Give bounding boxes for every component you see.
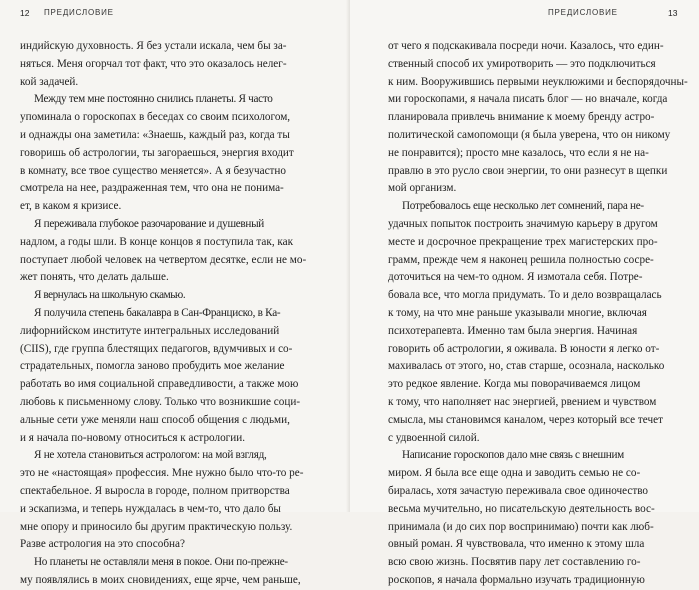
text-line: принимала (и до сих пор воспринимаю) почти как люб- <box>388 520 654 533</box>
text-line: грамм, прежде чем я наконец решила полностью сосре- <box>388 253 654 266</box>
right-page <box>350 0 699 586</box>
text-line: няться. Меня огорчал тот факт, что это оказалось нелег- <box>20 57 287 70</box>
text-line: и однажды она заметила: «Знаешь, каждый раз, когда ты <box>20 128 290 141</box>
text-line: надлом, а годы шли. В конце концов я поступила так, как <box>20 235 294 248</box>
text-line: бовала все, что могла придумать. То и дело возвращалась <box>388 289 662 302</box>
text-line: миром. Я была все еще одна и заводить семью не со- <box>388 467 641 480</box>
text-line: психотерапевта. Именно там была энергия. Начиная <box>388 324 638 337</box>
text-line: любовь к письменному слову. Только что возникшие соци- <box>20 395 301 408</box>
text-line: упоминала о гороскопах в беседах со своим психологом, <box>20 111 291 124</box>
text-line: к тому, что наполняет нас энергией, рвением и чувством <box>388 395 657 408</box>
page-number: 12 <box>20 8 30 18</box>
text-line: Я переживала глубокое разочарование и душевный <box>34 217 264 230</box>
text-line: смотрела на нее, раздраженная тем, что она не понима- <box>20 182 284 195</box>
text-line: и эскапизма, и теперь нуждалась в чем-то, что дало бы <box>20 502 281 515</box>
text-line: Но планеты не оставляли меня в покое. Они по-прежне- <box>34 556 288 569</box>
text-line: от чего я подскакивала посреди ночи. Казалось, что един- <box>388 40 664 52</box>
text-line: му появлялись в моих сновидениях, еще ярче, чем раньше, <box>20 573 301 586</box>
text-line: Я получила степень бакалавра в Сан-Франциско, в Ка- <box>34 306 281 319</box>
left-page <box>0 0 349 586</box>
text-line: не понравится); просто мне казалось, что если я не на- <box>388 146 649 159</box>
text-line: овный роман. Я чувствовала, что именно к этому шла <box>388 538 645 551</box>
text-line: к тому, на что мне раньше указывали многие, включая <box>388 306 647 319</box>
text-line: удачных попыток построить значимую карьеру в другом <box>388 217 658 230</box>
text-line: и я начала по-новому относиться к астрологии. <box>20 431 246 444</box>
text-line: Между тем мне постоянно снились планеты. Я часто <box>34 93 273 106</box>
text-line: ственный способ их умиротворить — это подключиться <box>388 57 656 70</box>
text-line: ми гороскопами, я начала писать блог — но вначале, когда <box>388 93 668 106</box>
text-line: поступает любой человек на четвертом десятке, если не мо- <box>20 253 307 266</box>
body-text <box>20 38 337 590</box>
text-line: биралась, хотя зачастую переживала свое одиночество <box>388 484 649 497</box>
text-line: доточиться на чем-то одном. Я измотала себя. Потре- <box>388 271 643 284</box>
text-line: ет, в каком я кризисе. <box>20 200 122 213</box>
text-line: жет понять, что делать дальше. <box>20 271 169 284</box>
text-line: говоришь об астрологии, ты загораешься, энергия входит <box>20 146 294 159</box>
text-line: мой организм. <box>388 182 457 195</box>
text-line: альные сети уже меняли наш способ общения с людьми, <box>20 413 290 426</box>
text-line: индийскую духовность. Я без устали искала, чем бы за- <box>20 40 287 52</box>
text-line: Разве астрология на это способна? <box>20 538 185 551</box>
text-line: к ним. Вооружившись первыми неуклюжими и беспорядочны- <box>388 75 688 88</box>
text-line: работать во имя социальной справедливости, а также мою <box>20 378 299 391</box>
text-line: лифорнийском институте интегральных исследований <box>20 324 280 337</box>
text-line: говорить об астрологии, я оживала. В юности я легко от- <box>388 342 660 355</box>
text-line: кой задачей. <box>20 75 79 88</box>
text-line: страдательных, помогла заново пробудить мое желание <box>20 360 285 373</box>
text-line: с удвоенной силой. <box>388 431 480 444</box>
text-line: махивалась от этого, но, став старше, осознала, насколько <box>388 360 665 373</box>
text-line: это не «настоящая» профессия. Мне нужно было что-то ре- <box>20 467 304 480</box>
text-line: всю свою жизнь. Посвятив пару лет составлению го- <box>388 556 641 569</box>
text-line: (CIIS), где группа блестящих педагогов, вдумчивых и со- <box>20 342 293 355</box>
page-number: 13 <box>668 8 678 18</box>
text-line: смысла, мы становимся каналом, через который все течет <box>388 413 663 426</box>
text-line: мне опору и приносило бы другим практическую пользу. <box>20 520 293 533</box>
text-line: это редкое явление. Когда мы поворачиваемся лицом <box>388 378 641 391</box>
text-line: Написание гороскопов дало мне связь с внешним <box>402 449 624 462</box>
text-line: в комнату, все твое существо меняется». А я безучастно <box>20 164 287 177</box>
text-line: роскопов, я начала формально изучать традиционную <box>388 573 645 586</box>
text-line: Я вернулась на школьную скамью. <box>34 289 186 302</box>
text-line: спектабельное. Я выросла в городе, полном притворства <box>20 484 290 497</box>
body-text <box>388 38 690 590</box>
text-line: Потребовалось еще несколько лет сомнений, пара не- <box>402 200 644 213</box>
text-line: весьма мучительно, но писательскую деятельность вос- <box>388 502 655 515</box>
text-line: месте и досрочное прекращение трех магистерских про- <box>388 235 658 248</box>
running-head: ПРЕДИСЛОВИЕ <box>548 8 618 17</box>
text-line: политической самопомощи (я была уверена, что он никому <box>388 128 671 141</box>
running-head: ПРЕДИСЛОВИЕ <box>44 8 114 17</box>
text-line: правлю в это русло свои энергии, то они разнесут в щепки <box>388 164 668 177</box>
text-line: Я не хотела становиться астрологом: на мой взгляд, <box>34 449 267 462</box>
text-line: планировала привлечь внимание к моему бренду астро- <box>388 111 655 124</box>
